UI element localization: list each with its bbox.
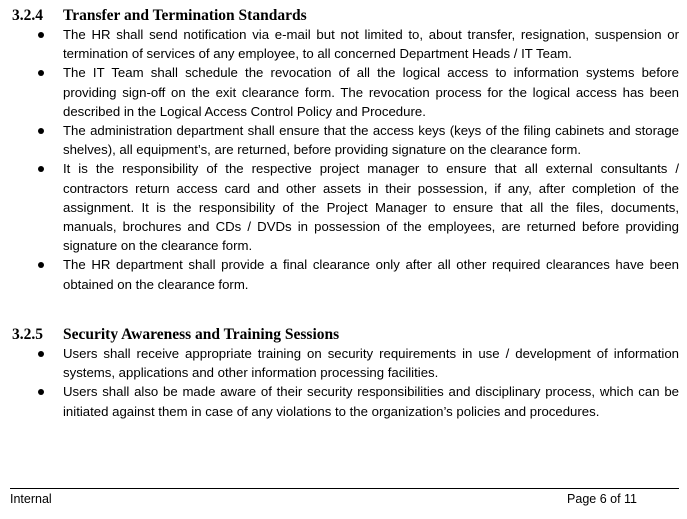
list-item-text: The HR shall send notification via e-mail but not limited to, about transfer, resignation, suspension or termination of services of any employee, to all concerned Department Heads / IT Team.: [63, 27, 679, 62]
section-number: 3.2.5: [12, 326, 43, 343]
bullet-icon: [38, 32, 44, 38]
section-number: 3.2.4: [12, 7, 43, 24]
classification-label: Internal: [10, 492, 52, 506]
page-number: Page 6 of 11: [567, 492, 637, 506]
bullet-icon: [38, 389, 44, 395]
bullet-icon: [38, 351, 44, 357]
bullet-icon: [38, 166, 44, 172]
list-item: [12, 121, 679, 159]
section-3-2-5: [12, 325, 679, 421]
section-3-2-4: [12, 6, 679, 294]
list-item: [12, 63, 679, 121]
bullet-icon: [38, 262, 44, 268]
list-item-text: The IT Team shall schedule the revocation of all the logical access to information systems before providing sign-off on the exit clearance form. The revocation process for the logical access has been described in the Logical Access Control Policy and Procedure.: [63, 65, 679, 119]
bullet-list: [12, 344, 679, 421]
section-heading: [12, 325, 679, 344]
list-item: [12, 159, 679, 255]
list-item: [12, 344, 679, 382]
section-title: Security Awareness and Training Sessions: [63, 326, 340, 343]
bullet-icon: [38, 70, 44, 76]
list-item-text: Users shall receive appropriate training on security requirements in use / development of information systems, applications and other information processing facilities.: [63, 346, 679, 381]
section-heading: [12, 6, 679, 25]
page-footer: [10, 488, 679, 508]
list-item-text: It is the responsibility of the respective project manager to ensure that all external consultants / contractors return access card and other assets in their possession, if any, after completion of the assignment. It is the responsibility of the Project Manager to ensure that all the files, documents, manuals, brochures and CDs / DVDs in possession of the employees, are returned before providing signature on the clearance form.: [63, 161, 679, 254]
list-item-text: The administration department shall ensure that the access keys (keys of the filing cabinets and storage shelves), all equipment’s, are returned, before providing signature on the clearance form.: [63, 123, 679, 158]
list-item-text: Users shall also be made aware of their security responsibilities and disciplinary process, which can be initiated against them in case of any violations to the organization’s policies and procedures.: [63, 384, 679, 419]
bullet-list: [12, 25, 679, 294]
list-item: [12, 382, 679, 420]
bullet-icon: [38, 128, 44, 134]
list-item: [12, 255, 679, 293]
section-title: Transfer and Termination Standards: [63, 7, 307, 24]
list-item: [12, 25, 679, 63]
list-item-text: The HR department shall provide a final clearance only after all other required clearances have been obtained on the clearance form.: [63, 257, 679, 292]
